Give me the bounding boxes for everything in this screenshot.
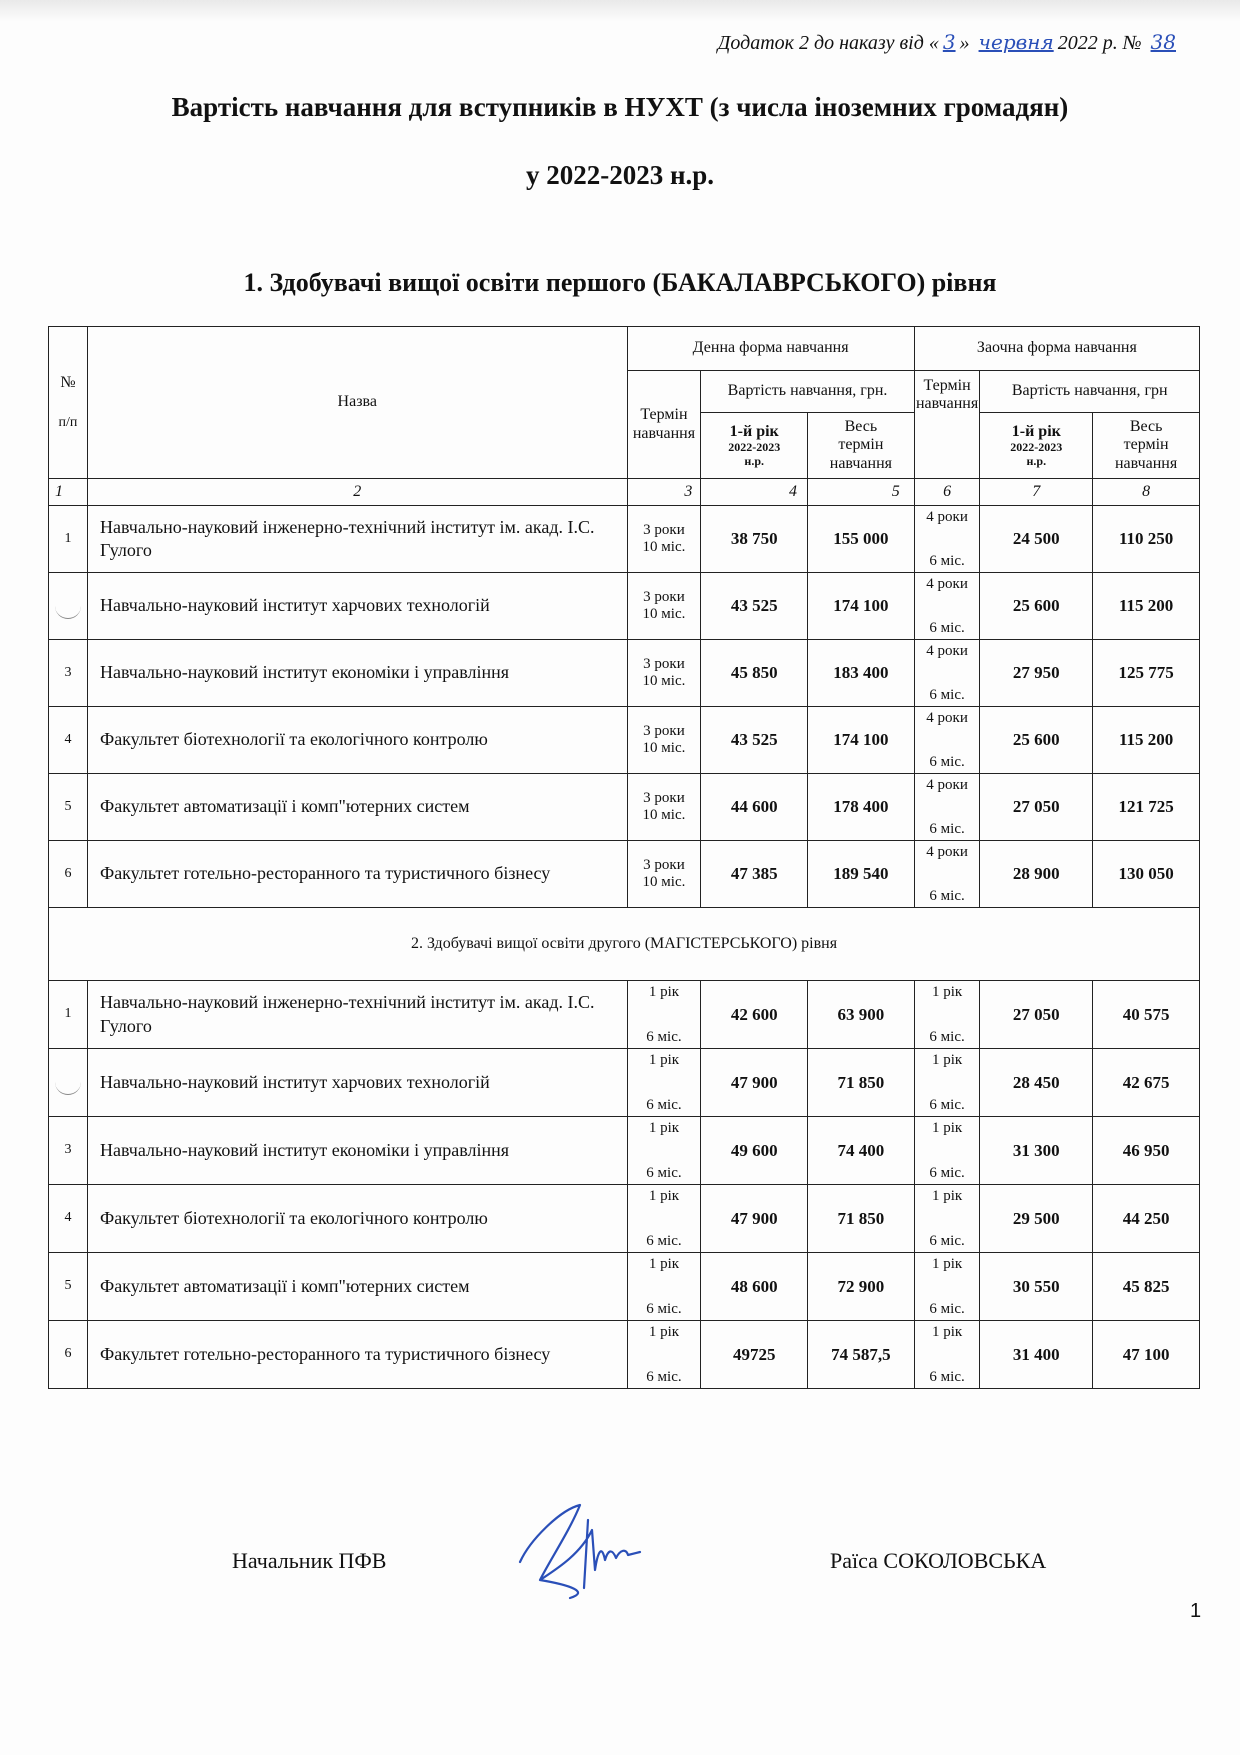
header-ft-first-year bbox=[701, 413, 808, 479]
pt-first-year-cost: 29 500 bbox=[980, 1185, 1093, 1253]
col-num: 1 bbox=[49, 479, 88, 506]
annex-number-handwritten: 38 bbox=[1150, 30, 1176, 54]
pt-term-years: 1 рік bbox=[931, 1120, 963, 1136]
ft-total-cost: 71 850 bbox=[808, 1185, 915, 1253]
pt-term-years: 1 рік bbox=[931, 1324, 963, 1340]
row-number: 3 bbox=[49, 640, 88, 707]
ft-term-years: 3 роки bbox=[643, 521, 685, 538]
col-num: 7 bbox=[980, 479, 1093, 506]
document-subtitle: у 2022-2023 н.р. bbox=[525, 160, 715, 190]
ft-term bbox=[627, 1185, 701, 1253]
pt-first-year-cost: 27 050 bbox=[980, 981, 1093, 1049]
whole-term-l1: Весь bbox=[1129, 417, 1163, 435]
pt-term-years: 1 рік bbox=[931, 1256, 963, 1272]
ft-first-year-cost: 48 600 bbox=[701, 1253, 808, 1321]
section1-title: 1. Здобувачі вищої освіти першого (БАКАЛАВРСЬКОГО) рівня bbox=[243, 268, 997, 297]
whole-term-l1: Весь bbox=[844, 417, 878, 435]
row-number: 4 bbox=[49, 1185, 88, 1253]
ft-term-years: 3 роки bbox=[643, 588, 685, 605]
pt-first-year-cost: 27 950 bbox=[980, 640, 1093, 707]
institution-name: Навчально-науковий інститут харчових технологій bbox=[87, 1049, 627, 1117]
header-part-time: Заочна форма навчання bbox=[914, 327, 1199, 371]
first-year-abbr: н.р. bbox=[1026, 453, 1047, 468]
header-pt-cost: Вартість навчання, грн bbox=[980, 371, 1200, 413]
ft-first-year-cost: 44 600 bbox=[701, 774, 808, 841]
pt-total-cost: 44 250 bbox=[1093, 1185, 1200, 1253]
header-no-symbol: № bbox=[60, 374, 76, 392]
institution-name: Навчально-науковий інститут харчових технологій bbox=[87, 573, 627, 640]
ft-total-cost: 174 100 bbox=[808, 573, 915, 640]
pt-first-year-cost: 30 550 bbox=[980, 1253, 1093, 1321]
table-row bbox=[49, 1185, 1200, 1253]
ft-term-months: 10 міс. bbox=[642, 539, 686, 555]
pt-term-months: 6 міс. bbox=[929, 1232, 965, 1249]
pt-first-year-cost: 31 400 bbox=[980, 1321, 1093, 1389]
header-full-time: Денна форма навчання bbox=[627, 327, 914, 371]
pt-term-months: 6 міс. bbox=[929, 820, 965, 837]
ft-term-months: 6 міс. bbox=[646, 1096, 682, 1113]
ft-term bbox=[627, 640, 701, 707]
ft-term-years: 3 роки bbox=[643, 856, 685, 873]
institution-name: Факультет автоматизації і комп"ютерних систем bbox=[87, 1253, 627, 1321]
ft-term-months: 6 міс. bbox=[646, 1164, 682, 1181]
ft-term-months: 6 міс. bbox=[646, 1368, 682, 1385]
row-number-pen-mark bbox=[49, 1049, 88, 1117]
institution-name: Навчально-науковий інститут економіки і управління bbox=[87, 640, 627, 707]
pt-total-cost: 121 725 bbox=[1093, 774, 1200, 841]
ft-term-months: 6 міс. bbox=[646, 1300, 682, 1317]
ft-first-year-cost: 47 385 bbox=[701, 841, 808, 908]
ft-term bbox=[627, 1321, 701, 1389]
annex-day-handwritten: 3 bbox=[942, 30, 956, 54]
col-num: 8 bbox=[1093, 479, 1200, 506]
row-number: 1 bbox=[49, 981, 88, 1049]
ft-first-year-cost: 47 900 bbox=[701, 1185, 808, 1253]
ft-term bbox=[627, 506, 701, 573]
annex-year: 2022 р. № bbox=[1057, 32, 1142, 54]
pt-term-months: 6 міс. bbox=[929, 1368, 965, 1385]
whole-term-l3: навчання bbox=[1114, 454, 1178, 472]
ft-total-cost: 74 587,5 bbox=[808, 1321, 915, 1389]
ft-total-cost: 72 900 bbox=[808, 1253, 915, 1321]
institution-name: Факультет готельно-ресторанного та туристичного бізнесу bbox=[87, 841, 627, 908]
row-number: 3 bbox=[49, 1117, 88, 1185]
pt-term bbox=[914, 981, 980, 1049]
table-row bbox=[49, 1117, 1200, 1185]
pt-term-months: 6 міс. bbox=[929, 619, 965, 636]
institution-name: Навчально-науковий інститут економіки і управління bbox=[87, 1117, 627, 1185]
whole-term-l2: термін bbox=[838, 436, 884, 454]
ft-term-years: 3 роки bbox=[643, 789, 685, 806]
column-number-row bbox=[49, 479, 1200, 506]
pen-mark-icon bbox=[55, 606, 81, 619]
pt-term-months: 6 міс. bbox=[929, 686, 965, 703]
table-row bbox=[49, 774, 1200, 841]
pt-first-year-cost: 27 050 bbox=[980, 774, 1093, 841]
col-num: 2 bbox=[87, 479, 627, 506]
header-pt-term: Термін навчання bbox=[914, 371, 980, 479]
header-ft-whole-term bbox=[808, 413, 915, 479]
annex-mid: » bbox=[959, 32, 970, 54]
row-number: 6 bbox=[49, 1321, 88, 1389]
pt-total-cost: 110 250 bbox=[1093, 506, 1200, 573]
table-row bbox=[49, 573, 1200, 640]
header-pt-whole-term bbox=[1093, 413, 1200, 479]
header-name: Назва bbox=[87, 327, 627, 479]
col-num: 5 bbox=[808, 479, 915, 506]
ft-term-years: 3 роки bbox=[643, 655, 685, 672]
signer-position: Начальник ПФВ bbox=[232, 1548, 387, 1573]
pt-term-months: 6 міс. bbox=[929, 1300, 965, 1317]
scan-edge-shadow bbox=[0, 0, 1240, 22]
pt-term-months: 6 міс. bbox=[929, 753, 965, 770]
institution-name: Факультет автоматизації і комп"ютерних систем bbox=[87, 774, 627, 841]
col-num: 4 bbox=[701, 479, 808, 506]
annex-reference bbox=[718, 30, 1180, 55]
pt-total-cost: 46 950 bbox=[1093, 1117, 1200, 1185]
pt-first-year-cost: 25 600 bbox=[980, 573, 1093, 640]
ft-first-year-cost: 43 525 bbox=[701, 573, 808, 640]
ft-total-cost: 189 540 bbox=[808, 841, 915, 908]
ft-term bbox=[627, 841, 701, 908]
master-rows bbox=[49, 981, 1200, 1389]
pt-term-years: 4 роки bbox=[926, 710, 968, 726]
ft-first-year-cost: 49 600 bbox=[701, 1117, 808, 1185]
pt-term bbox=[914, 573, 980, 640]
ft-term-months: 10 міс. bbox=[642, 874, 686, 890]
ft-term bbox=[627, 1253, 701, 1321]
pt-term-years: 4 роки bbox=[926, 777, 968, 793]
ft-term-months: 10 міс. bbox=[642, 606, 686, 622]
pt-term bbox=[914, 1253, 980, 1321]
ft-term bbox=[627, 573, 701, 640]
table-row bbox=[49, 981, 1200, 1049]
table-row bbox=[49, 707, 1200, 774]
pt-term-years: 4 роки bbox=[926, 844, 968, 860]
ft-term bbox=[627, 774, 701, 841]
pt-term bbox=[914, 506, 980, 573]
pt-total-cost: 125 775 bbox=[1093, 640, 1200, 707]
pt-term bbox=[914, 1185, 980, 1253]
ft-term-months: 6 міс. bbox=[646, 1232, 682, 1249]
first-year-years: 2022-2023 bbox=[728, 439, 781, 454]
ft-total-cost: 178 400 bbox=[808, 774, 915, 841]
pt-term bbox=[914, 1117, 980, 1185]
pt-term-years: 1 рік bbox=[931, 984, 963, 1000]
pt-total-cost: 42 675 bbox=[1093, 1049, 1200, 1117]
ft-total-cost: 174 100 bbox=[808, 707, 915, 774]
ft-term-years: 1 рік bbox=[648, 1188, 680, 1204]
row-number: 1 bbox=[49, 506, 88, 573]
table-row bbox=[49, 640, 1200, 707]
pt-total-cost: 115 200 bbox=[1093, 573, 1200, 640]
table-row bbox=[49, 1321, 1200, 1389]
pt-term-months: 6 міс. bbox=[929, 1096, 965, 1113]
ft-term-months: 10 міс. bbox=[642, 807, 686, 823]
ft-term-years: 1 рік bbox=[648, 1120, 680, 1136]
pt-term bbox=[914, 774, 980, 841]
ft-total-cost: 155 000 bbox=[808, 506, 915, 573]
ft-term bbox=[627, 981, 701, 1049]
header-no bbox=[49, 327, 88, 479]
ft-total-cost: 63 900 bbox=[808, 981, 915, 1049]
page-number: 1 bbox=[1190, 1600, 1202, 1622]
pt-first-year-cost: 25 600 bbox=[980, 707, 1093, 774]
first-year-label: 1-й рік bbox=[729, 422, 779, 440]
ft-term-years: 1 рік bbox=[648, 1052, 680, 1068]
ft-total-cost: 74 400 bbox=[808, 1117, 915, 1185]
pt-term-years: 4 роки bbox=[926, 576, 968, 592]
ft-total-cost: 183 400 bbox=[808, 640, 915, 707]
whole-term-l3: навчання bbox=[829, 454, 893, 472]
ft-term-months: 10 міс. bbox=[642, 740, 686, 756]
pt-term-months: 6 міс. bbox=[929, 1164, 965, 1181]
section2-row bbox=[49, 908, 1200, 981]
institution-name: Факультет готельно-ресторанного та туристичного бізнесу bbox=[87, 1321, 627, 1389]
ft-term-months: 6 міс. bbox=[646, 1028, 682, 1045]
institution-name: Факультет біотехнології та екологічного контролю bbox=[87, 1185, 627, 1253]
first-year-years: 2022-2023 bbox=[1010, 439, 1063, 454]
pt-first-year-cost: 31 300 bbox=[980, 1117, 1093, 1185]
pt-term bbox=[914, 640, 980, 707]
pt-total-cost: 47 100 bbox=[1093, 1321, 1200, 1389]
ft-term bbox=[627, 707, 701, 774]
pt-term bbox=[914, 1321, 980, 1389]
first-year-label: 1-й рік bbox=[1011, 422, 1061, 440]
header-no-label: п/п bbox=[58, 414, 78, 430]
col-num: 6 bbox=[914, 479, 980, 506]
pt-total-cost: 130 050 bbox=[1093, 841, 1200, 908]
pt-term bbox=[914, 707, 980, 774]
row-number-pen-mark bbox=[49, 573, 88, 640]
pt-first-year-cost: 24 500 bbox=[980, 506, 1093, 573]
pt-term-years: 1 рік bbox=[931, 1052, 963, 1068]
table-row bbox=[49, 1049, 1200, 1117]
ft-first-year-cost: 47 900 bbox=[701, 1049, 808, 1117]
table-row bbox=[49, 1253, 1200, 1321]
tuition-table bbox=[48, 326, 1200, 1389]
ft-term-months: 10 міс. bbox=[642, 673, 686, 689]
pt-term-years: 1 рік bbox=[931, 1188, 963, 1204]
pt-term bbox=[914, 841, 980, 908]
table-row bbox=[49, 841, 1200, 908]
institution-name: Навчально-науковий інженерно-технічний інститут ім. акад. І.С. Гулого bbox=[87, 506, 627, 573]
section2-title: 2. Здобувачі вищої освіти другого (МАГІСТЕРСЬКОГО) рівня bbox=[49, 908, 1200, 981]
pt-first-year-cost: 28 450 bbox=[980, 1049, 1093, 1117]
pen-mark-icon bbox=[55, 1082, 81, 1095]
pt-first-year-cost: 28 900 bbox=[980, 841, 1093, 908]
ft-total-cost: 71 850 bbox=[808, 1049, 915, 1117]
signer-name: Раїса СОКОЛОВСЬКА bbox=[830, 1548, 1047, 1573]
bachelor-rows bbox=[49, 506, 1200, 908]
document-title: Вартість навчання для вступників в НУХТ (з числа іноземних громадян) bbox=[171, 92, 1069, 122]
pt-term-years: 4 роки bbox=[926, 509, 968, 525]
ft-term-years: 1 рік bbox=[648, 1324, 680, 1340]
ft-first-year-cost: 38 750 bbox=[701, 506, 808, 573]
table-row bbox=[49, 506, 1200, 573]
ft-first-year-cost: 45 850 bbox=[701, 640, 808, 707]
pt-total-cost: 115 200 bbox=[1093, 707, 1200, 774]
ft-term-years: 1 рік bbox=[648, 984, 680, 1000]
ft-term-years: 3 роки bbox=[643, 722, 685, 739]
annex-prefix: Додаток 2 до наказу від « bbox=[717, 32, 939, 54]
pt-term bbox=[914, 1049, 980, 1117]
col-num: 3 bbox=[627, 479, 701, 506]
ft-term bbox=[627, 1117, 701, 1185]
pt-term-months: 6 міс. bbox=[929, 887, 965, 904]
header-ft-term: Термін навчання bbox=[627, 371, 701, 479]
ft-term-years: 1 рік bbox=[648, 1256, 680, 1272]
ft-first-year-cost: 49725 bbox=[701, 1321, 808, 1389]
row-number: 6 bbox=[49, 841, 88, 908]
header-ft-cost: Вартість навчання, грн. bbox=[701, 371, 914, 413]
institution-name: Факультет біотехнології та екологічного контролю bbox=[87, 707, 627, 774]
whole-term-l2: термін bbox=[1123, 436, 1169, 454]
signature-icon bbox=[510, 1500, 660, 1600]
annex-month-handwritten: червня bbox=[978, 30, 1054, 54]
ft-term bbox=[627, 1049, 701, 1117]
pt-term-months: 6 міс. bbox=[929, 1028, 965, 1045]
header-pt-first-year bbox=[980, 413, 1093, 479]
ft-first-year-cost: 42 600 bbox=[701, 981, 808, 1049]
pt-total-cost: 40 575 bbox=[1093, 981, 1200, 1049]
ft-first-year-cost: 43 525 bbox=[701, 707, 808, 774]
institution-name: Навчально-науковий інженерно-технічний інститут ім. акад. І.С. Гулого bbox=[87, 981, 627, 1049]
row-number: 5 bbox=[49, 774, 88, 841]
pt-term-years: 4 роки bbox=[926, 643, 968, 659]
pt-total-cost: 45 825 bbox=[1093, 1253, 1200, 1321]
row-number: 5 bbox=[49, 1253, 88, 1321]
row-number: 4 bbox=[49, 707, 88, 774]
first-year-abbr: н.р. bbox=[744, 453, 764, 468]
pt-term-months: 6 міс. bbox=[929, 552, 965, 569]
